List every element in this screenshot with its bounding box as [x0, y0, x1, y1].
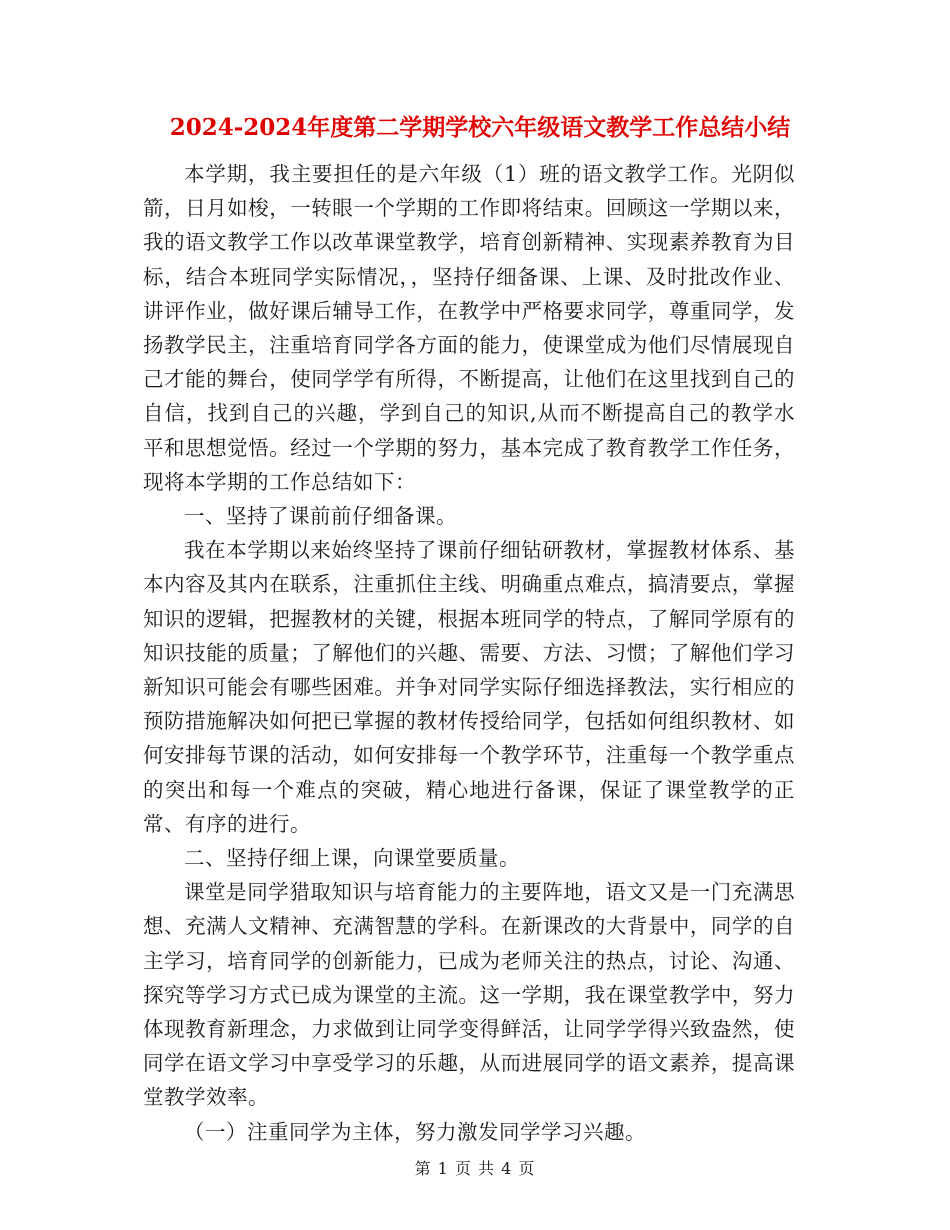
paragraph-section-1: 我在本学期以来始终坚持了课前仔细钻研教材，掌握教材体系、基本内容及其内在联系，注重抓住主线、明确重点难点，搞清要点，掌握知识的逻辑，把握教材的关键，根据本班同学的特点，了解同学原有的知识技能的质量；了解他们的兴趣、需要、方法、习惯；了解他们学习新知识可能会有哪些困难。并争对同学实际仔细选择教法，实行相应的预防措施解决如何把已掌握的教材传授给同学，包括如何组织教材、如何安排每节课的活动，如何安排每一个教学环节，注重每一个教学重点的突出和每一个难点的突破，精心地进行备课，保证了课堂教学的正常、有序的进行。 [143, 538, 795, 836]
paragraph-section-2: 课堂是同学猎取知识与培育能力的主要阵地，语文又是一门充满思想、充满人文精神、充满智慧的学科。在新课改的大背景中，同学的自主学习，培育同学的创新能力，已成为老师关注的热点，讨论、沟通、探究等学习方式已成为课堂的主流。这一学期，我在课堂教学中，努力体现教育新理念，力求做到让同学变得鲜活，让同学学得兴致盎然，使同学在语文学习中享受学习的乐趣，从而进展同学的语文素养，提高课堂教学效率。 [143, 880, 795, 1110]
section-heading-1: 一、坚持了课前前仔细备课。 [184, 504, 457, 529]
document-title: 2024-2024年度第二学期学校六年级语文教学工作总结小结 [169, 114, 791, 141]
section-heading-2: 二、坚持仔细上课，向课堂要质量。 [184, 846, 520, 871]
subsection-heading-1: （一）注重同学为主体，努力激发同学学习兴趣。 [184, 1119, 646, 1144]
paragraph-intro: 本学期，我主要担任的是六年级（1）班的语文教学工作。光阴似箭，日月如梭，一转眼一个学期的工作即将结束。回顾这一学期以来，我的语文教学工作以改革课堂教学，培育创新精神、实现素养教育为目标，结合本班同学实际情况，，坚持仔细备课、上课、及时批改作业、讲评作业，做好课后辅导工作，在教学中严格要求同学，尊重同学，发扬教学民主，注重培育同学各方面的能力，使课堂成为他们尽情展现自己才能的舞台，使同学学有所得，不断提高，让他们在这里找到自己的自信，找到自己的兴趣，学到自己的知识,从而不断提高自己的教学水平和思想觉悟。经过一个学期的努力，基本完成了教育教学工作任务，现将本学期的工作总结如下： [143, 162, 795, 494]
page-footer: 第 1 页 共 4 页 [414, 1159, 536, 1178]
document-body [143, 157, 795, 1149]
